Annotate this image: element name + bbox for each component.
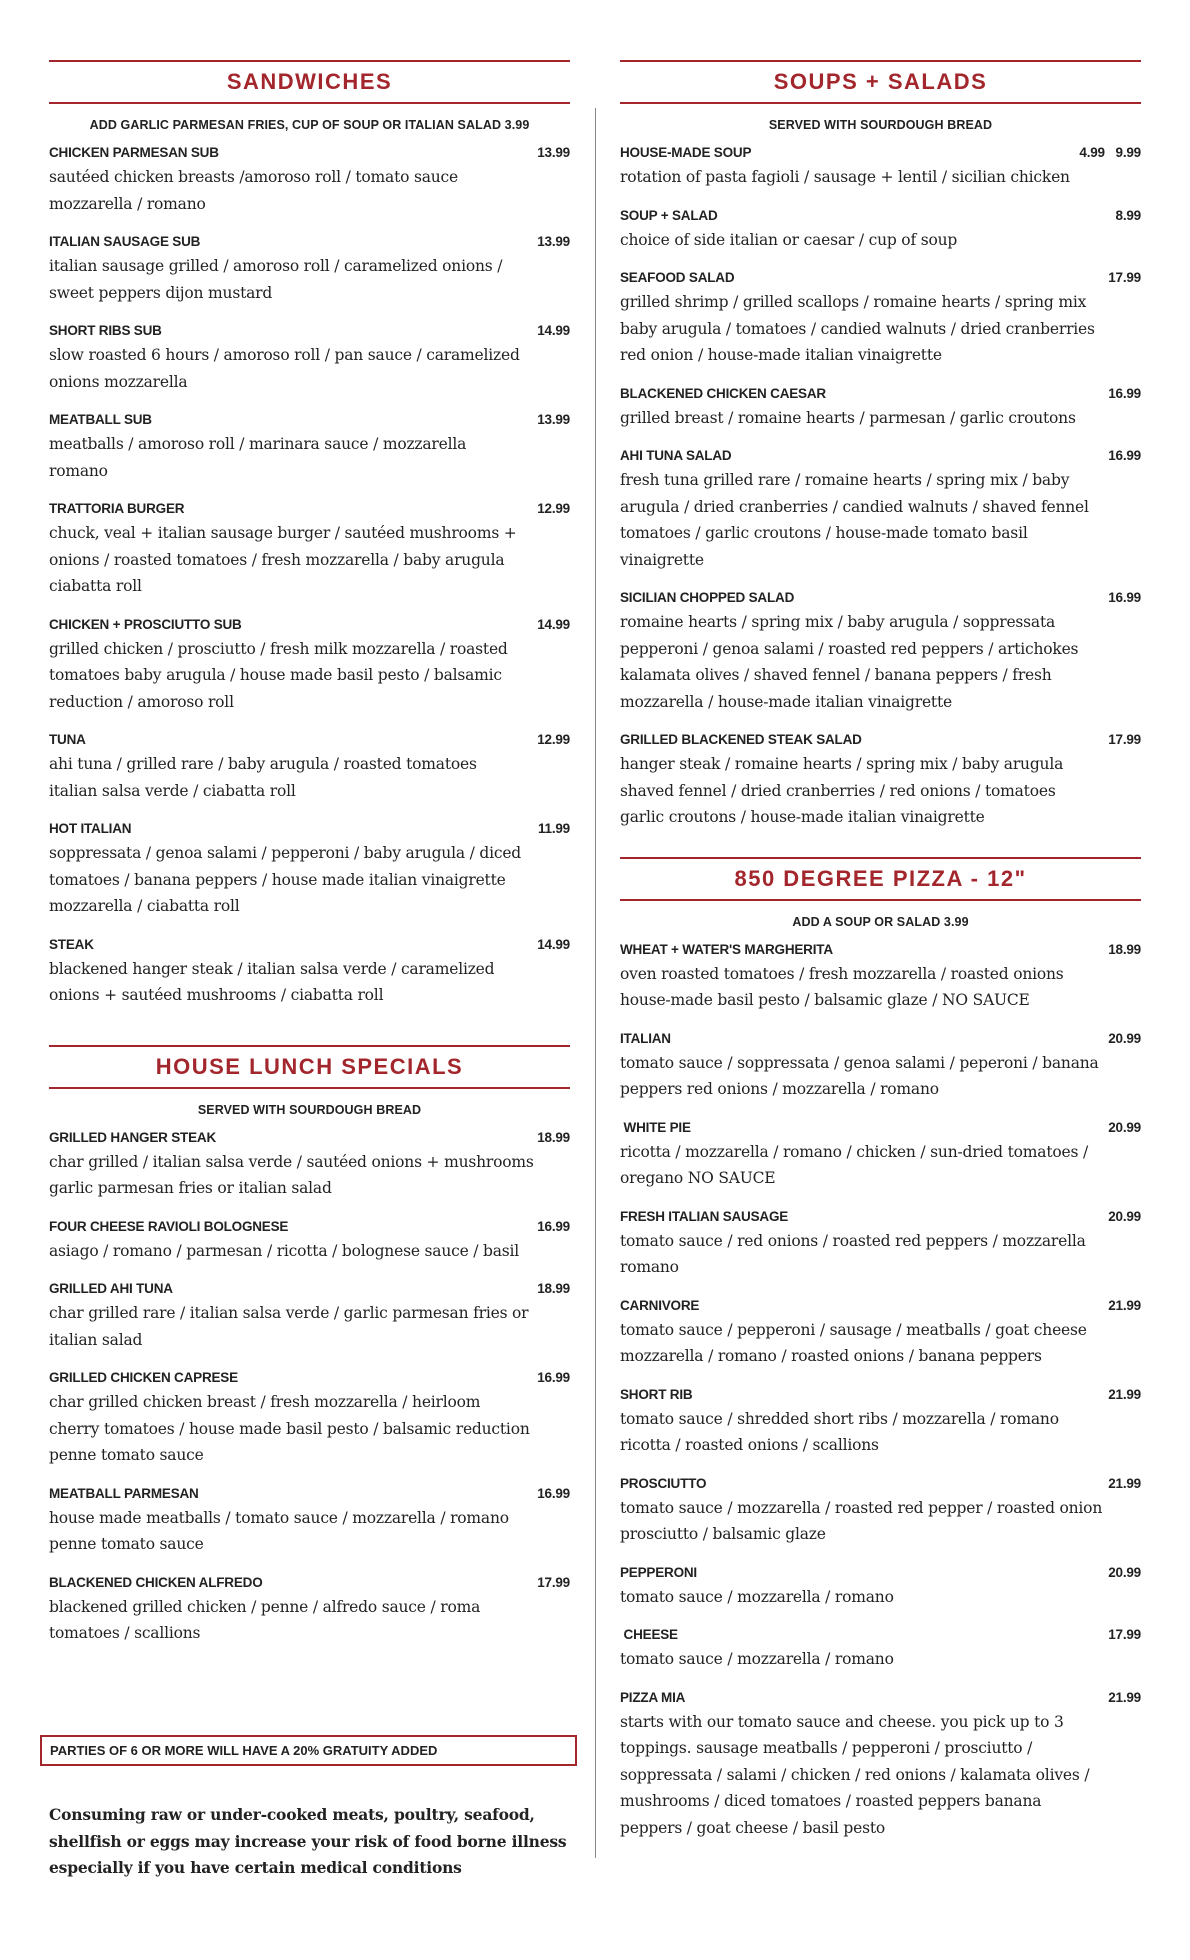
menu-item-description: tomato sauce / mozzarella / romano bbox=[620, 1587, 894, 1606]
section-header bbox=[620, 60, 1141, 104]
section-title: SANDWICHES bbox=[226, 69, 393, 94]
menu-item-description: tomato sauce / pepperoni / sausage / meatballs / goat cheese mozzarella / romano / roasted onions / banana peppers bbox=[620, 1320, 1087, 1365]
menu-item bbox=[49, 1127, 570, 1202]
left-column bbox=[49, 60, 570, 1661]
menu-item-price: 14.99 bbox=[537, 323, 570, 338]
menu-item-description: grilled chicken / prosciutto / fresh milk mozzarella / roasted tomatoes baby arugula / house made basil pesto / balsamic reduction / amoroso roll bbox=[49, 639, 508, 711]
section-header bbox=[49, 60, 570, 104]
menu-item bbox=[620, 1687, 1141, 1842]
menu-item bbox=[620, 445, 1141, 573]
menu-item bbox=[620, 1384, 1141, 1459]
menu-item-header bbox=[620, 142, 1141, 164]
menu-item-description: blackened grilled chicken / penne / alfredo sauce / roma tomatoes / scallions bbox=[49, 1597, 481, 1642]
menu-item-header bbox=[49, 320, 570, 342]
menu-item-name: MEATBALL PARMESAN bbox=[49, 1485, 199, 1501]
menu-item-header bbox=[620, 1117, 1141, 1139]
menu-item-price: 14.99 bbox=[537, 936, 570, 952]
menu-item-name: ITALIAN bbox=[620, 1030, 671, 1046]
section-subtitle: ADD A SOUP OR SALAD 3.99 bbox=[792, 914, 969, 929]
menu-item-header bbox=[49, 1572, 570, 1594]
menu-section-850-degree-pizza-12 bbox=[620, 857, 1141, 1842]
menu-item-header bbox=[49, 729, 570, 751]
menu-item-price: 18.99 bbox=[537, 1281, 570, 1296]
menu-item-price: 16.99 bbox=[537, 1485, 570, 1501]
menu-item-description: house made meatballs / tomato sauce / mozzarella / romano penne tomato sauce bbox=[49, 1508, 509, 1553]
menu-item-price: 20.99 bbox=[1108, 1119, 1141, 1135]
menu-item-description: blackened hanger steak / italian salsa verde / caramelized onions + sautéed mushrooms / ciabatta roll bbox=[49, 959, 495, 1004]
menu-item-description: tomato sauce / shredded short ribs / mozzarella / romano ricotta / roasted onions / scallions bbox=[620, 1409, 1059, 1454]
menu-item-header bbox=[49, 614, 570, 636]
menu-item-name: GRILLED BLACKENED STEAK SALAD bbox=[620, 732, 862, 747]
menu-item-name: CHICKEN + PROSCIUTTO SUB bbox=[49, 616, 242, 632]
menu-item bbox=[49, 142, 570, 217]
menu-item-description: fresh tuna grilled rare / romaine hearts / spring mix / baby arugula / dried cranberries / candied walnuts / shaved fennel tomatoes / garlic croutons / house-made tomato basil vinaigrette bbox=[620, 471, 1089, 569]
menu-item-name: HOUSE-MADE SOUP bbox=[620, 145, 752, 160]
menu-item-header bbox=[620, 729, 1141, 751]
menu-item-header bbox=[620, 1206, 1141, 1228]
section-header bbox=[620, 857, 1141, 901]
menu-item-price: 16.99 bbox=[1108, 590, 1141, 605]
menu-item bbox=[49, 1483, 570, 1558]
menu-item-name: SHORT RIBS SUB bbox=[49, 323, 162, 338]
menu-item-price: 16.99 bbox=[537, 1370, 570, 1385]
menu-item-price: 16.99 bbox=[537, 1218, 570, 1234]
menu-item-name: TUNA bbox=[49, 732, 86, 747]
menu-item-price: 14.99 bbox=[537, 616, 570, 632]
menu-item-header bbox=[49, 934, 570, 956]
menu-item bbox=[49, 320, 570, 395]
menu-item-price: 20.99 bbox=[1108, 1564, 1141, 1580]
menu-item bbox=[49, 818, 570, 920]
menu-item-price: 17.99 bbox=[1108, 270, 1141, 285]
menu-item bbox=[620, 142, 1141, 191]
menu-item bbox=[620, 587, 1141, 715]
menu-item bbox=[49, 1216, 570, 1265]
menu-item-header bbox=[49, 1483, 570, 1505]
menu-item-price: 18.99 bbox=[537, 1129, 570, 1145]
menu-item-name: SOUP + SALAD bbox=[620, 207, 718, 223]
menu-item bbox=[49, 1572, 570, 1647]
section-subtitle: SERVED WITH SOURDOUGH BREAD bbox=[768, 118, 993, 132]
menu-item bbox=[620, 383, 1141, 432]
menu-item-name: BLACKENED CHICKEN CAESAR bbox=[620, 385, 826, 401]
section-header bbox=[49, 1045, 570, 1089]
menu-item bbox=[49, 934, 570, 1009]
menu-item-description: hanger steak / romaine hearts / spring mix / baby arugula shaved fennel / dried cranberries / red onions / tomatoes garlic croutons / house-made italian vinaigrette bbox=[620, 755, 1064, 826]
menu-item-name: SHORT RIB bbox=[620, 1386, 693, 1402]
menu-item-name: GRILLED CHICKEN CAPRESE bbox=[49, 1370, 238, 1385]
menu-item-description: grilled breast / romaine hearts / parmesan / garlic croutons bbox=[620, 408, 1076, 427]
menu-item-price: 21.99 bbox=[1108, 1475, 1141, 1491]
column-divider bbox=[595, 108, 596, 1858]
food-safety-disclaimer: Consuming raw or under-cooked meats, poultry, seafood, shellfish or eggs may increase your risk of food borne illness especially if you have certain medical conditions bbox=[49, 1805, 567, 1877]
menu-item-description: meatballs / amoroso roll / marinara sauce / mozzarella romano bbox=[49, 435, 467, 480]
menu-item-description: tomato sauce / red onions / roasted red peppers / mozzarella romano bbox=[620, 1231, 1086, 1276]
menu-section-house-lunch-specials bbox=[49, 1045, 570, 1647]
menu-item-description: slow roasted 6 hours / amoroso roll / pan sauce / caramelized onions mozzarella bbox=[49, 346, 520, 391]
menu-item-header bbox=[620, 383, 1141, 405]
menu-item-name: WHITE PIE bbox=[620, 1119, 691, 1135]
menu-item-header bbox=[49, 1278, 570, 1300]
menu-item-header bbox=[49, 818, 570, 840]
menu-item-header bbox=[620, 587, 1141, 609]
menu-item-name: GRILLED HANGER STEAK bbox=[49, 1129, 217, 1145]
menu-item-header bbox=[620, 205, 1141, 227]
menu-item-price: 17.99 bbox=[537, 1574, 570, 1590]
menu-item-header bbox=[620, 267, 1141, 289]
menu-item bbox=[620, 1117, 1141, 1192]
menu-item-description: ahi tuna / grilled rare / baby arugula / roasted tomatoes italian salsa verde / ciabatta roll bbox=[49, 755, 477, 800]
menu-item bbox=[49, 498, 570, 600]
menu-item-price: 8.99 bbox=[1115, 207, 1141, 223]
menu-item-description: char grilled chicken breast / fresh mozzarella / heirloom cherry tomatoes / house made basil pesto / balsamic reduction penne tomato sauce bbox=[49, 1393, 530, 1464]
menu-item-header bbox=[49, 231, 570, 253]
menu-item-name: HOT ITALIAN bbox=[49, 821, 132, 836]
menu-item-description: asiago / romano / parmesan / ricotta / bolognese sauce / basil bbox=[49, 1241, 520, 1260]
menu-item-name: FOUR CHEESE RAVIOLI BOLOGNESE bbox=[49, 1218, 289, 1234]
menu-item-price: 13.99 bbox=[537, 412, 570, 427]
menu-item-price: 21.99 bbox=[1108, 1386, 1141, 1402]
menu-item bbox=[620, 1473, 1141, 1548]
menu-item-description: sautéed chicken breasts /amoroso roll / tomato sauce mozzarella / romano bbox=[49, 168, 458, 213]
menu-item-name: CHEESE bbox=[620, 1627, 678, 1642]
menu-item-name: PIZZA MIA bbox=[620, 1689, 686, 1705]
menu-item-description: char grilled rare / italian salsa verde / garlic parmesan fries or italian salad bbox=[49, 1304, 529, 1349]
menu-item-header bbox=[49, 498, 570, 520]
menu-item-name: BLACKENED CHICKEN ALFREDO bbox=[49, 1574, 263, 1590]
menu-item-description: ricotta / mozzarella / romano / chicken / sun-dried tomatoes / oregano NO SAUCE bbox=[620, 1142, 1088, 1187]
menu-item-price: 11.99 bbox=[537, 821, 570, 836]
menu-item-description: starts with our tomato sauce and cheese. you pick up to 3 toppings. sausage meatballs / pepperoni / prosciutto / soppressata / salami / chicken / red onions / kalamata olives / mushrooms / diced tomatoes / roasted peppers banana peppers / goat cheese / basil pesto bbox=[620, 1712, 1090, 1837]
menu-item-price: 17.99 bbox=[1108, 1627, 1141, 1642]
menu-item-price: 20.99 bbox=[1108, 1030, 1141, 1046]
menu-item-price: 18.99 bbox=[1108, 941, 1141, 957]
menu-item bbox=[620, 1206, 1141, 1281]
menu-item bbox=[620, 205, 1141, 254]
menu-item-price: 16.99 bbox=[1108, 448, 1141, 463]
gratuity-text: PARTIES OF 6 OR MORE WILL HAVE A 20% GRATUITY ADDED bbox=[50, 1743, 438, 1758]
menu-item bbox=[49, 231, 570, 306]
menu-item-header bbox=[620, 445, 1141, 467]
menu-item-price: 17.99 bbox=[1108, 732, 1141, 747]
menu-item-name: WHEAT + WATER'S MARGHERITA bbox=[620, 941, 833, 957]
menu-item-header bbox=[620, 939, 1141, 961]
menu-item-price: 13.99 bbox=[537, 145, 570, 160]
menu-section-sandwiches bbox=[49, 60, 570, 1009]
menu-item-name: STEAK bbox=[49, 936, 94, 952]
section-subtitle: ADD GARLIC PARMESAN FRIES, CUP OF SOUP OR ITALIAN SALAD 3.99 bbox=[89, 118, 530, 132]
menu-item-price: 21.99 bbox=[1108, 1297, 1141, 1313]
menu-item-description: choice of side italian or caesar / cup of soup bbox=[620, 230, 958, 249]
menu-item-header bbox=[49, 1127, 570, 1149]
menu-item-header bbox=[620, 1295, 1141, 1317]
menu-item bbox=[620, 729, 1141, 831]
menu-item-price: 12.99 bbox=[537, 501, 570, 516]
menu-item-header bbox=[49, 409, 570, 431]
menu-item bbox=[49, 1367, 570, 1469]
menu-item-name: TRATTORIA BURGER bbox=[49, 501, 185, 516]
menu-item-header bbox=[49, 1367, 570, 1389]
menu-item bbox=[620, 1295, 1141, 1370]
menu-item-description: tomato sauce / mozzarella / romano bbox=[620, 1650, 894, 1668]
menu-item-name: SEAFOOD SALAD bbox=[620, 270, 735, 285]
menu-item-description: tomato sauce / soppressata / genoa salami / peperoni / banana peppers red onions / mozzarella / romano bbox=[620, 1053, 1099, 1098]
menu-item-description: romaine hearts / spring mix / baby arugula / soppressata pepperoni / genoa salami / roasted red peppers / artichokes kalamata olives / shaved fennel / banana peppers / fresh mozzarella / house-made italian vinaigrette bbox=[620, 613, 1079, 711]
menu-item-name: PROSCIUTTO bbox=[620, 1475, 707, 1491]
gratuity-notice bbox=[40, 1735, 577, 1766]
menu-item-header bbox=[620, 1687, 1141, 1709]
menu-item-header bbox=[620, 1624, 1141, 1646]
menu-item-name: ITALIAN SAUSAGE SUB bbox=[49, 234, 201, 249]
menu-item-header bbox=[49, 142, 570, 164]
right-column bbox=[620, 60, 1141, 1855]
section-title: HOUSE LUNCH SPECIALS bbox=[155, 1053, 464, 1079]
menu-item-name: SICILIAN CHOPPED SALAD bbox=[620, 590, 795, 605]
menu-item-header bbox=[620, 1384, 1141, 1406]
menu-item bbox=[49, 729, 570, 804]
menu-item-name: MEATBALL SUB bbox=[49, 412, 152, 427]
menu-item-name: AHI TUNA SALAD bbox=[620, 448, 732, 463]
menu-item-description: rotation of pasta fagioli / sausage + lentil / sicilian chicken bbox=[620, 168, 1070, 186]
menu-item bbox=[49, 409, 570, 484]
menu-item-price: 20.99 bbox=[1108, 1208, 1141, 1224]
menu-item bbox=[620, 267, 1141, 369]
menu-item-description: tomato sauce / mozzarella / roasted red pepper / roasted onion prosciutto / balsamic glaze bbox=[620, 1498, 1103, 1543]
menu-item-price: 4.99 9.99 bbox=[1079, 145, 1141, 160]
menu-item-description: soppressata / genoa salami / pepperoni / baby arugula / diced tomatoes / banana peppers / house made italian vinaigrette mozzarella / ciabatta roll bbox=[49, 844, 522, 915]
menu-item-description: char grilled / italian salsa verde / sautéed onions + mushrooms garlic parmesan fries or italian salad bbox=[49, 1152, 534, 1197]
menu-item-price: 12.99 bbox=[537, 732, 570, 747]
menu-item-header bbox=[620, 1028, 1141, 1050]
section-title: SOUPS + SALADS bbox=[773, 69, 988, 94]
menu-item bbox=[620, 1624, 1141, 1673]
menu-item-header bbox=[620, 1473, 1141, 1495]
menu-item-description: italian sausage grilled / amoroso roll / caramelized onions / sweet peppers dijon mustard bbox=[49, 257, 503, 302]
section-title: 850 DEGREE PIZZA - 12" bbox=[734, 865, 1027, 891]
section-subtitle: SERVED WITH SOURDOUGH BREAD bbox=[197, 1102, 422, 1117]
menu-item-header bbox=[620, 1562, 1141, 1584]
menu-item-description: chuck, veal + italian sausage burger / sautéed mushrooms + onions / roasted tomatoes / fresh mozzarella / baby arugula ciabatta roll bbox=[49, 524, 517, 595]
menu-item-price: 21.99 bbox=[1108, 1689, 1141, 1705]
menu-item-name: PEPPERONI bbox=[620, 1564, 697, 1580]
menu-item-name: GRILLED AHI TUNA bbox=[49, 1281, 173, 1296]
menu-item-price: 16.99 bbox=[1108, 385, 1141, 401]
menu-item-name: CARNIVORE bbox=[620, 1297, 700, 1313]
menu-item-name: FRESH ITALIAN SAUSAGE bbox=[620, 1208, 789, 1224]
menu-item bbox=[620, 939, 1141, 1014]
menu-item bbox=[49, 614, 570, 716]
menu-item bbox=[620, 1562, 1141, 1611]
menu-item-header bbox=[49, 1216, 570, 1238]
menu-item-description: oven roasted tomatoes / fresh mozzarella / roasted onions house-made basil pesto / balsamic glaze / NO SAUCE bbox=[620, 964, 1064, 1009]
menu-item-description: grilled shrimp / grilled scallops / romaine hearts / spring mix baby arugula / tomatoes / candied walnuts / dried cranberries red onion / house-made italian vinaigrette bbox=[620, 293, 1095, 364]
menu-item bbox=[620, 1028, 1141, 1103]
menu-item-name: CHICKEN PARMESAN SUB bbox=[49, 145, 219, 160]
menu-section-soups-salads bbox=[620, 60, 1141, 831]
menu-item bbox=[49, 1278, 570, 1353]
menu-item-price: 13.99 bbox=[537, 234, 570, 249]
